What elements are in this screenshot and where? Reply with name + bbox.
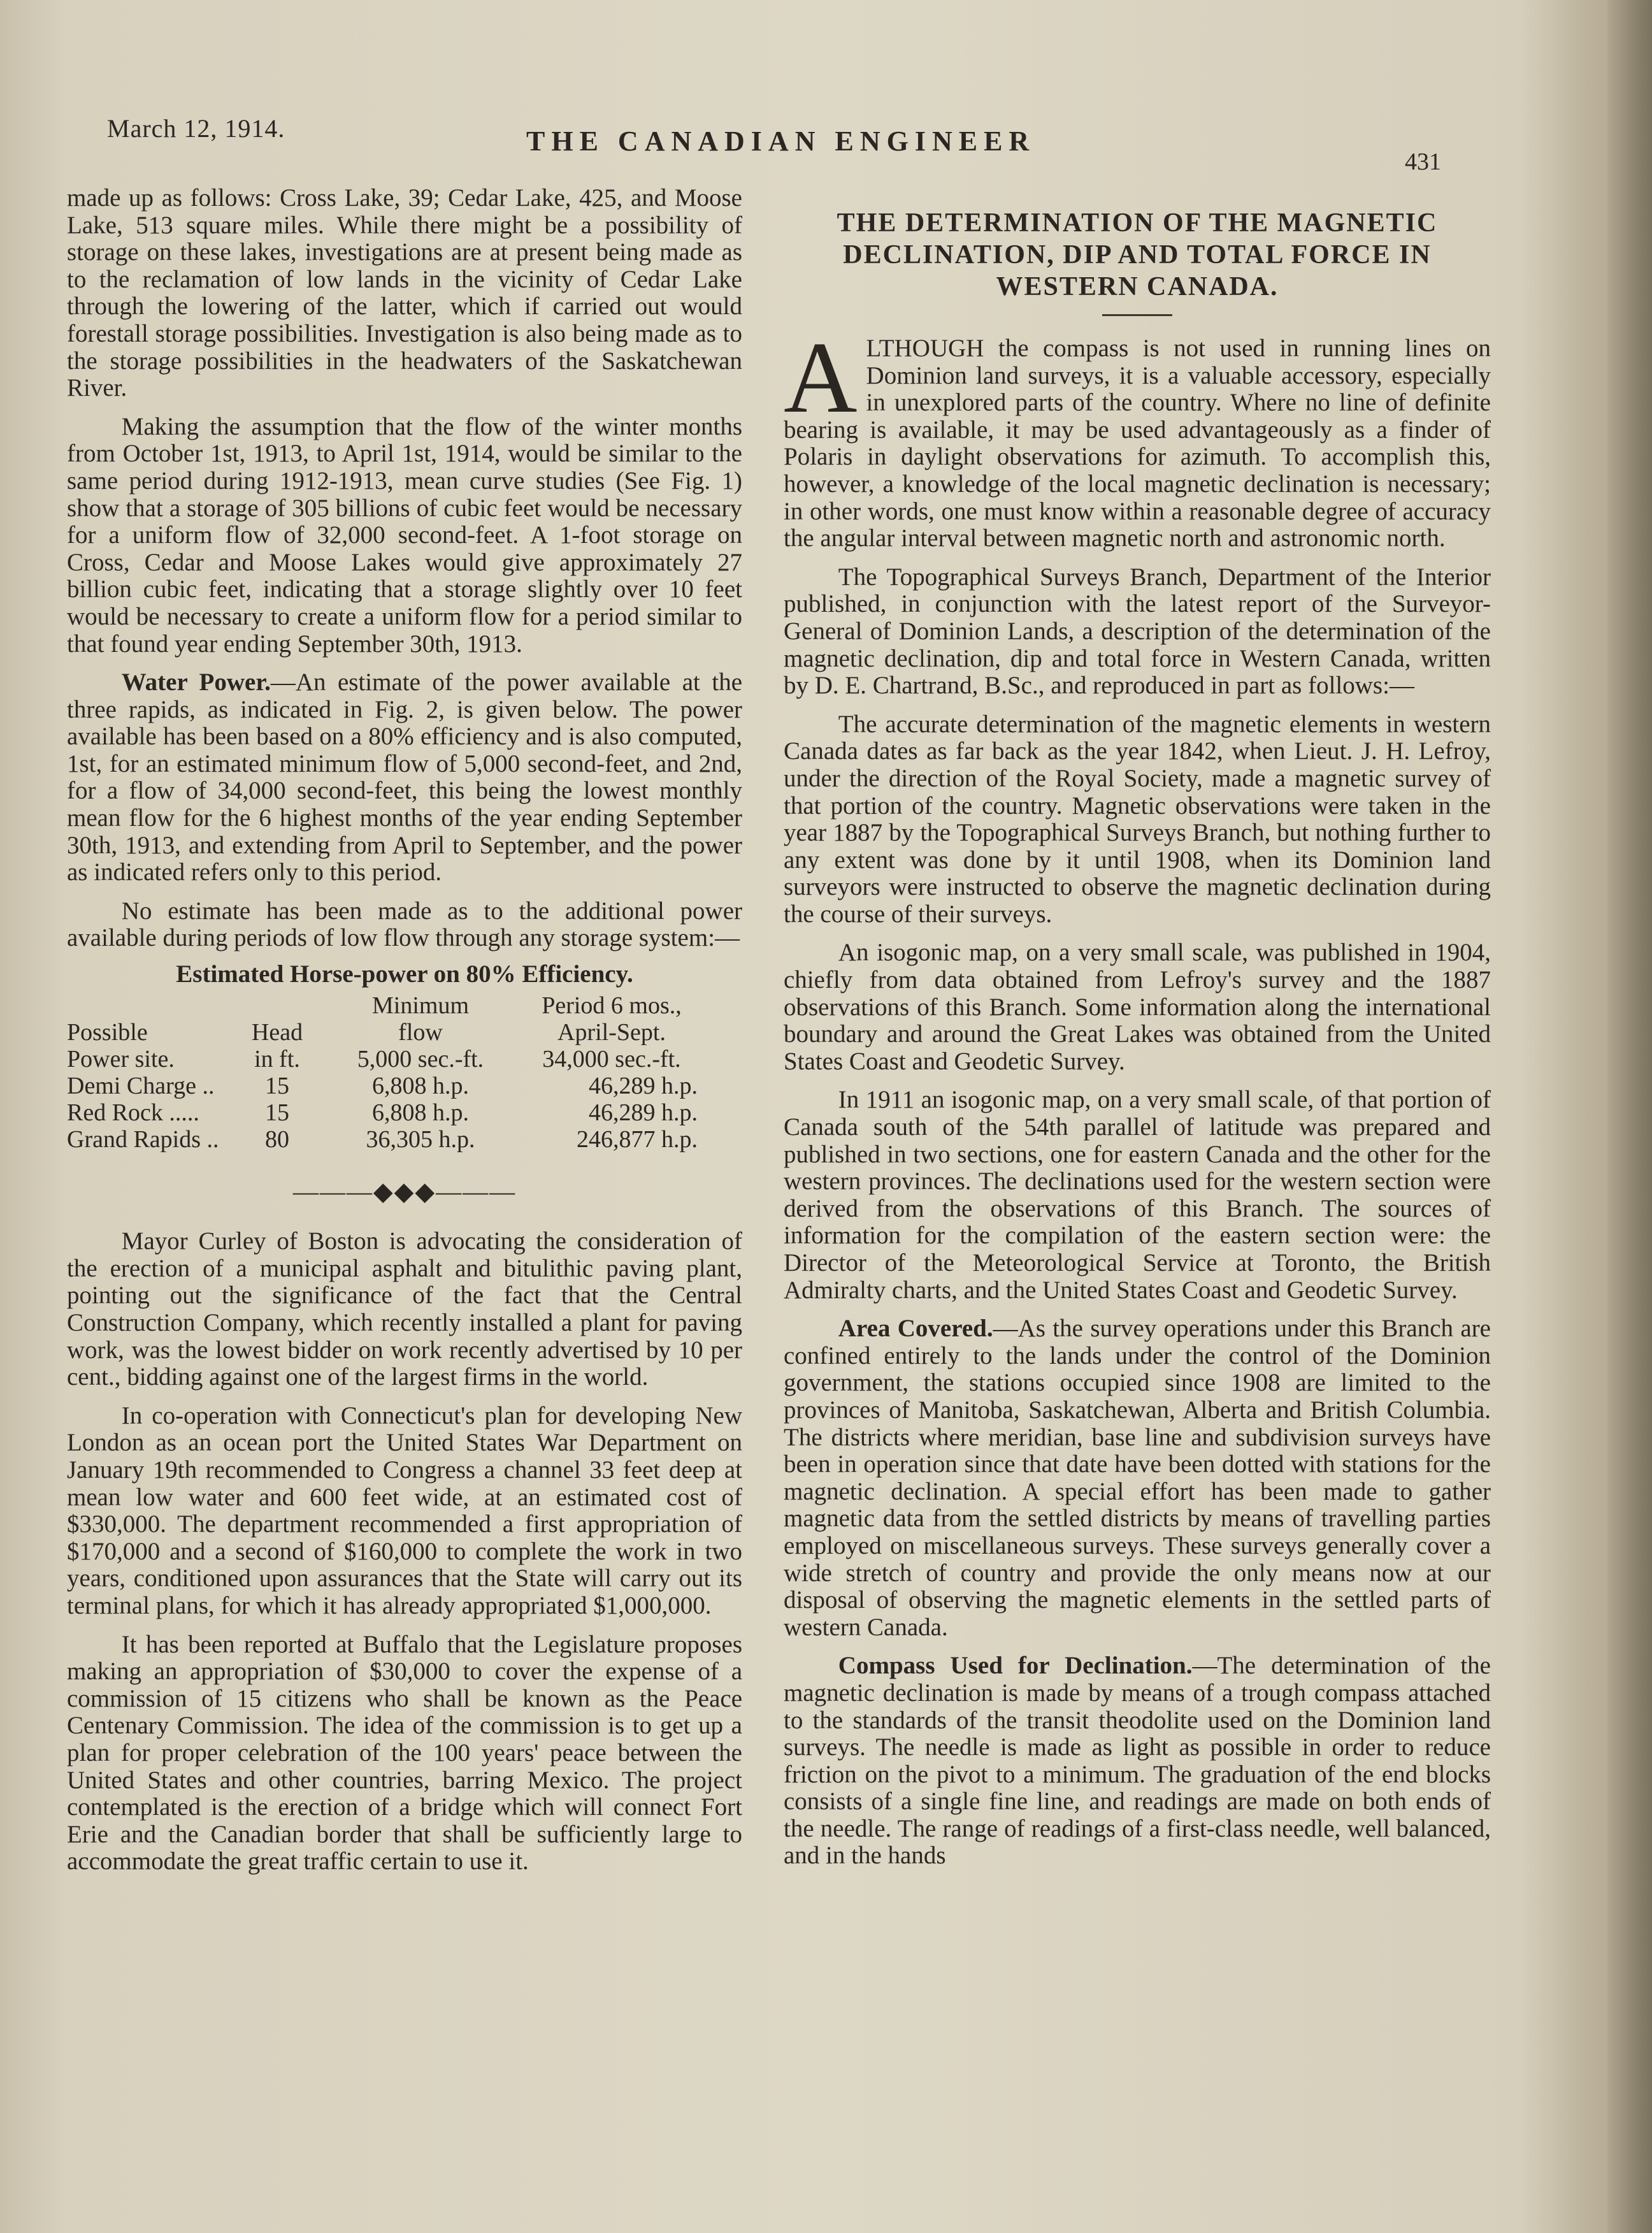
table-cell-period: 46,289 h.p.	[589, 1099, 698, 1126]
topographical-paragraph: The Topographical Surveys Branch, Department of the Interior published, in conjunction with the latest report of the Surveyor-General of Dominion Lands, a description of the determination of the magnetic declination, dip and total force in Western Canada, written by D. E. Chartrand, B.Sc., and reproduced in part as follows:—	[784, 563, 1491, 700]
compass-text: —The determination of the magnetic declination is made by means of a trough compass attached to the standards of the transit theodolite used on the Dominion land surveys. The needle is made as light as possible in order to reduce friction on the pivot to a minimum. The graduation of the end blocks consists of a single fine line, and readings are made on both ends of the needle. The range of readings of a first-class needle, well balanced, and in the hands	[784, 1652, 1491, 1870]
table-header-cell: April-Sept.	[557, 1018, 666, 1046]
compass-heading: Compass Used for Declination.	[838, 1652, 1193, 1680]
table-cell-site: Red Rock .....	[67, 1099, 199, 1126]
table-cell-site: Grand Rapids ..	[67, 1125, 219, 1153]
table-header-cell: 5,000 sec.-ft.	[357, 1045, 484, 1073]
table-cell-head: 80	[265, 1125, 289, 1153]
area-covered-heading: Area Covered.	[838, 1315, 993, 1343]
table-title: Estimated Horse-power on 80% Efficiency.	[176, 960, 633, 988]
table-header-cell	[67, 992, 226, 1019]
assumption-paragraph: Making the assumption that the flow of the winter months from October 1st, 1913, to April 1st, 1914, would be similar to the same period during 1912-1913, mean curve studies (See Fig. 1) show that a storage of 305 billions of cubic feet would be necessary for a uniform flow of 32,000 second-feet. A 1-foot storage on Cross, Cedar and Moose Lakes would give approximately 27 billion cubic feet, indicating that a storage slightly over 10 feet would be necessary to create a uniform flow for a period similar to that found year ending September 30th, 1913.	[67, 412, 742, 658]
table-cell-head: 15	[265, 1072, 289, 1099]
compass-paragraph	[784, 1652, 1491, 1870]
book-spine	[1607, 0, 1652, 2233]
storage-paragraph: made up as follows: Cross Lake, 39; Cedar Lake, 425, and Moose Lake, 513 square miles. While there might be a possibility of storage on these lakes, investigations are at present being made as to the reclamation of low lands in the vicinity of Cedar Lake through the lowering of the latter, which if carried out would forestall storage possibilities. Investigation is also being made as to the storage possibilities in the headwaters of the Saskatchewan River.	[67, 184, 742, 402]
article-title: THE DETERMINATION OF THE MAGNETIC DECLINATION, DIP AND TOTAL FORCE IN WESTERN CANADA.	[837, 208, 1438, 301]
table-cell-period: 46,289 h.p.	[589, 1072, 698, 1099]
buffalo-paragraph: It has been reported at Buffalo that the Legislature proposes making an appropriation of $30,000 to cover the expense of a commission of 15 citizens who shall be known as the Peace Centenary Commission. The idea of the commission is to get up a plan for proper celebration of the 100 years' peace between the United States and other countries, barring Mexico. The project contemplated is the erection of a bridge which will connect Fort Erie and the Canadian border that shall be sufficiently large to accommodate the great traffic certain to use it.	[67, 1630, 742, 1875]
table-header-cell: Head	[251, 1018, 303, 1046]
water-power-heading: Water Power.	[121, 668, 271, 697]
table-header-cell: in ft.	[254, 1045, 300, 1073]
no-estimate-paragraph: No estimate has been made as to the additional power available during periods of low flow through any storage system:—	[67, 897, 742, 952]
right-column	[784, 207, 1491, 1870]
table-header-cell	[226, 992, 328, 1019]
header-date: March 12, 1914.	[107, 114, 285, 143]
table-cell-minimum: 6,808 h.p.	[372, 1072, 469, 1099]
page-number: 431	[1405, 148, 1441, 175]
table-header-cell: Period 6 mos.,	[542, 992, 682, 1019]
left-column	[67, 185, 742, 1875]
table-header-cell: 34,000 sec.-ft.	[542, 1045, 681, 1073]
horsepower-table	[67, 992, 742, 1153]
table-cell-site: Demi Charge ..	[67, 1072, 215, 1099]
connecticut-paragraph: In co-operation with Connecticut's plan for developing New London as an ocean port the United States War Department on January 19th recommended to Congress a channel 33 feet deep at mean low water and 600 feet wide, at an estimated cost of $330,000. The department recommended a first appropriation of $170,000 and a second of $160,000 to complete the work in two years, conditioned upon assurances that the State will carry out its terminal plans, for which it has already appropriated $1,000,000.	[67, 1401, 742, 1619]
table-header-cell: Minimum	[371, 992, 470, 1019]
table-cell-period: 246,877 h.p.	[577, 1125, 698, 1153]
table-header-cell: flow	[398, 1018, 443, 1046]
area-covered-text: —As the survey operations under this Branch are confined entirely to the lands under the control of the Dominion government, the stations occupied since 1908 are limited to the provinces of Manitoba, Saskatchewan, Alberta and British Columbia. The districts where meridian, base line and subdivision surveys have been in operation since that date have been dotted with stations for the magnetic declination. A special effort has been made to gather magnetic data from the settled districts by means of travelling parties employed on miscellaneous surveys. These surveys generally cover a wide stretch of country and provide the only means now at our disposal of observing the magnetic elements in the settled parts of western Canada.	[784, 1315, 1491, 1641]
table-cell-minimum: 36,305 h.p.	[366, 1125, 475, 1153]
intro-paragraph: ALTHOUGH the compass is not used in running lines on Dominion land surveys, it is a valuable accessory, especially in unexplored parts of the country. Where no line of definite bearing is available, it may be used advantageously as a finder of Polaris in daylight observations for azimuth. To accomplish this, however, a knowledge of the local magnetic declination is necessary; in other words, one must know within a reasonable degree of accuracy the angular interval between magnetic north and astronomic north.	[784, 321, 1491, 553]
section-ornament: ———◆◆◆———	[292, 1176, 517, 1206]
table-header-cell: Possible	[67, 1018, 148, 1046]
header-journal-title: THE CANADIAN ENGINEER	[526, 126, 1036, 157]
isogonic-1911-paragraph: In 1911 an isogonic map, on a very small scale, of that portion of Canada south of the 54th parallel of latitude was prepared and published in two sections, one for eastern Canada and the other for the western provinces. The declinations used for the western section were derived from the observations of this Branch. The sources of information for the compilation of the eastern section were: the Director of the Meteorological Service at Toronto, the British Admiralty charts, and the United States Coast and Geodetic Survey.	[784, 1086, 1491, 1304]
water-power-paragraph	[67, 669, 742, 886]
water-power-text: —An estimate of the power available at the three rapids, as indicated in Fig. 2, is given below. The power available has been based on a 80% efficiency and is also computed, 1st, for an estimated minimum flow of 5,000 second-feet, and 2nd, for a flow of 34,000 second-feet, this being the lowest monthly mean flow for the 6 highest months of the year ending September 30th, 1913, and extending from April to September, and the power as indicated refers only to this period.	[67, 668, 743, 886]
accurate-determination-paragraph: The accurate determination of the magnetic elements in western Canada dates as far back as the year 1842, when Lieut. J. H. Lefroy, under the direction of the Royal Society, made a magnetic survey of that portion of the country. Magnetic observations were taken in the year 1887 by the Topographical Surveys Branch, but nothing further to any extent was done by it until 1908, when its Dominion land surveyors were instructed to observe the magnetic declination during the course of their surveys.	[784, 710, 1491, 928]
area-covered-paragraph	[784, 1315, 1491, 1641]
table-cell-head: 15	[265, 1099, 289, 1126]
curley-paragraph: Mayor Curley of Boston is advocating the consideration of the erection of a municipal asphalt and bitulithic paving plant, pointing out the significance of the fact that the Central Construction Company, which recently installed a plant for paving work, was the lowest bidder on work recently advertised by 10 per cent., bidding against one of the largest firms in the world.	[67, 1227, 742, 1391]
table-cell-minimum: 6,808 h.p.	[372, 1099, 469, 1126]
title-rule	[1102, 314, 1172, 316]
isogonic-1904-paragraph: An isogonic map, on a very small scale, was published in 1904, chiefly from data obtained from Lefroy's survey and the 1887 observations of this Branch. Some information along the international boundary and around the Great Lakes was obtained from the United States Coast and Geodetic Survey.	[784, 939, 1491, 1075]
table-header-cell: Power site.	[67, 1045, 175, 1073]
